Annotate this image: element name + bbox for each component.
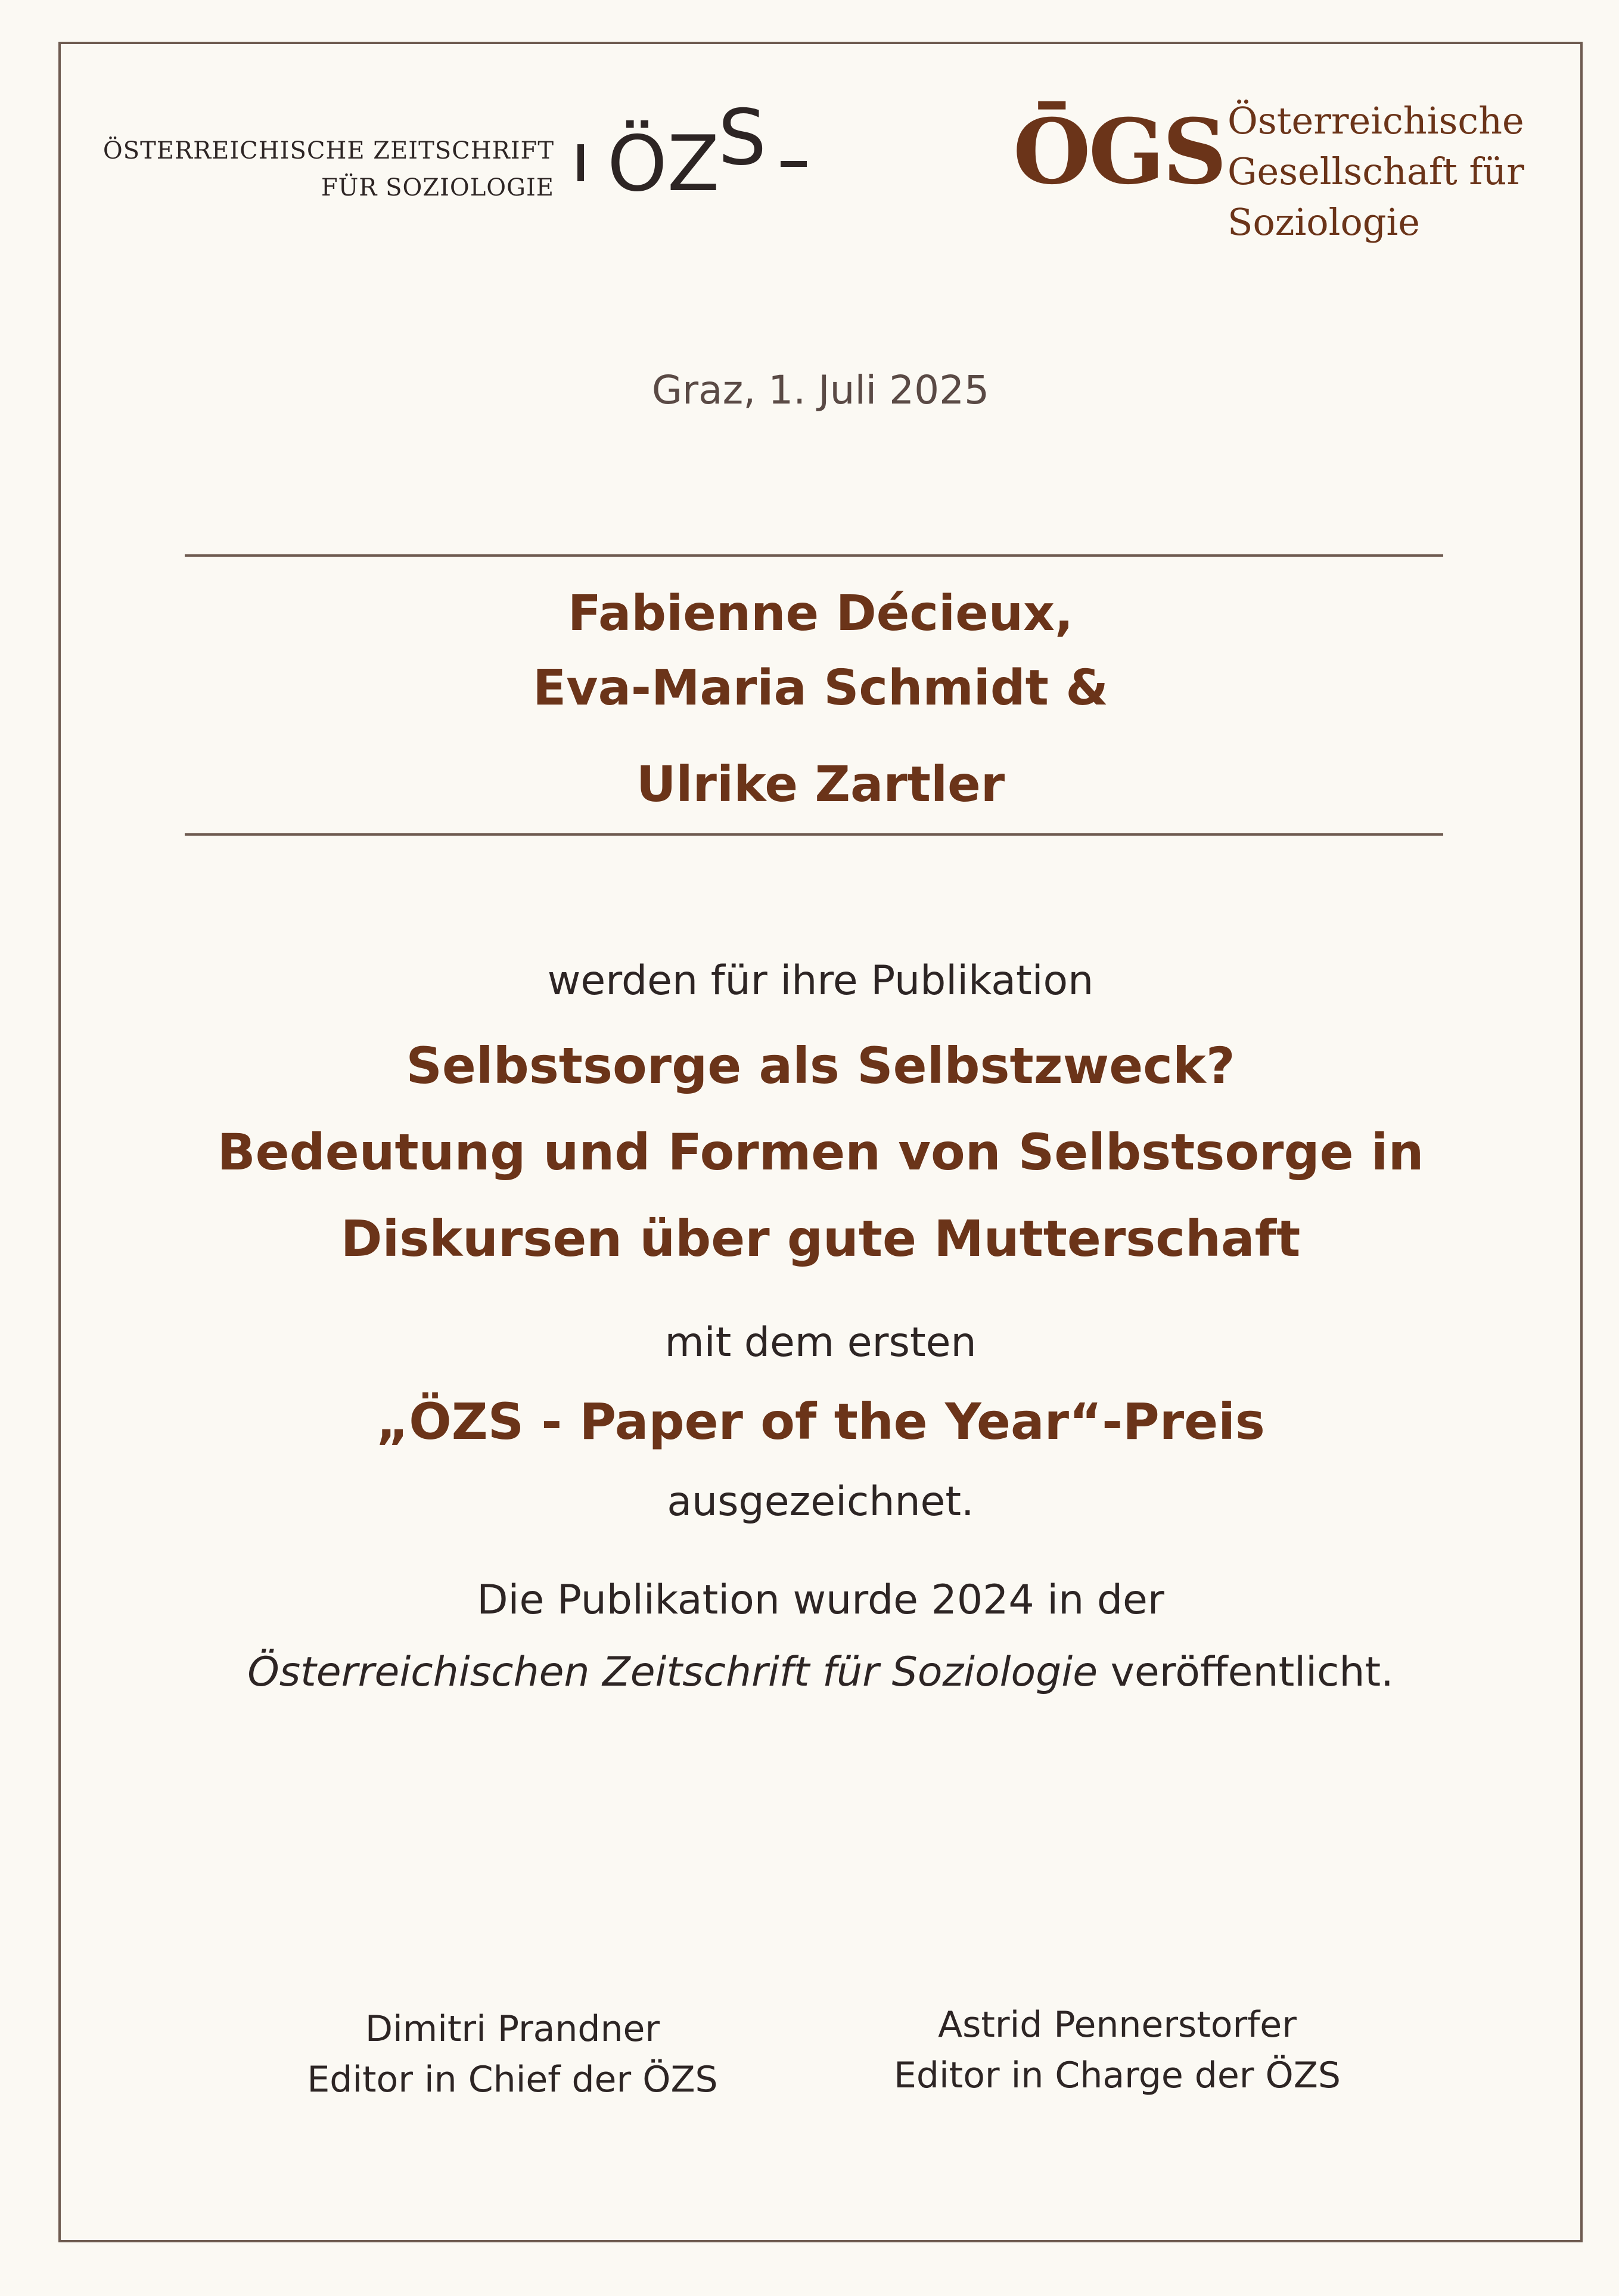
certificate-date: Graz, 1. Juli 2025 <box>651 367 990 413</box>
ogs-society-name-line1: Österreichische <box>1228 99 1524 142</box>
publication-title-line-3: Diskursen über gute Mutterschaft <box>340 1209 1301 1268</box>
signature-left <box>215 2004 810 2105</box>
divider-top <box>185 554 1443 557</box>
ozs-journal-name-line1: ÖSTERREICHISCHE ZEITSCHRIFT <box>102 137 554 165</box>
ogs-society-name-line3: Soziologie <box>1228 200 1420 244</box>
ozs-logo-s: S <box>718 94 767 182</box>
publication-note-line-1: Die Publikation wurde 2024 in der <box>477 1577 1164 1624</box>
publication-title-line-2: Bedeutung und Formen von Selbstsorge in <box>217 1123 1424 1181</box>
publication-note-line-2 <box>58 1644 1583 1701</box>
recipient-line-2: Eva-Maria Schmidt & <box>533 660 1108 716</box>
ogs-society-name <box>1228 95 1524 247</box>
awarded-text: ausgezeichnet. <box>667 1478 974 1525</box>
divider-bottom <box>185 833 1443 836</box>
signature-right <box>819 2000 1415 2101</box>
signature-left-name: Dimitri Prandner <box>365 2008 660 2050</box>
award-name: „ÖZS - Paper of the Year“-Preis <box>376 1392 1265 1451</box>
ozs-journal-name-line2: FÜR SOZIOLOGIE <box>321 174 554 201</box>
ogs-society-name-line2: Gesellschaft für <box>1228 150 1524 193</box>
signature-right-role: Editor in Charge der ÖZS <box>894 2055 1341 2096</box>
ozs-journal-name <box>89 132 554 206</box>
recipient-line-1: Fabienne Décieux, <box>567 585 1074 642</box>
publication-title-line-1: Selbstsorge als Selbstzweck? <box>406 1037 1235 1095</box>
ozs-logo-oz: ÖZ <box>607 120 720 209</box>
journal-name-italic: Österreichischen Zeitschrift für Soziologie <box>247 1649 1098 1696</box>
ozs-logo <box>575 94 825 209</box>
recipient-line-3: Ulrike Zartler <box>636 756 1005 813</box>
ozs-logo-bar <box>577 144 584 181</box>
with-first-text: mit dem ersten <box>664 1319 977 1366</box>
publication-note-line-2-rest: veröffentlicht. <box>1098 1649 1394 1696</box>
ozs-logo-dash <box>781 161 807 167</box>
ogs-logo: ŌGS <box>1013 100 1225 204</box>
signature-right-name: Astrid Pennerstorfer <box>938 2004 1297 2046</box>
signature-left-role: Editor in Chief der ÖZS <box>307 2059 718 2100</box>
intro-text: werden für ihre Publikation <box>547 957 1094 1004</box>
